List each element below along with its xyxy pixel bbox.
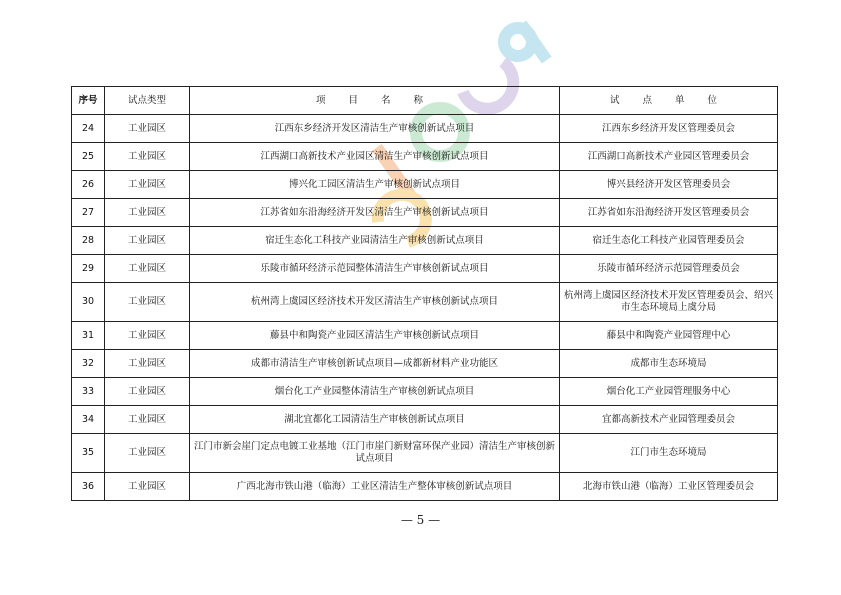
cell-pilot-unit: 江西湖口高新技术产业园区管理委员会 xyxy=(560,143,778,171)
table-row xyxy=(72,199,778,227)
table-row xyxy=(72,406,778,434)
cell-seq: 35 xyxy=(72,434,105,473)
header-type: 试点类型 xyxy=(105,87,190,115)
cell-project-name: 博兴化工园区清洁生产审核创新试点项目 xyxy=(190,171,560,199)
table-row xyxy=(72,283,778,322)
cell-pilot-unit: 江苏省如东沿海经济开发区管理委员会 xyxy=(560,199,778,227)
table-row xyxy=(72,255,778,283)
cell-pilot-unit: 江西东乡经济开发区管理委员会 xyxy=(560,115,778,143)
cell-seq: 36 xyxy=(72,473,105,501)
header-pilot-unit: 试 点 单 位 xyxy=(560,87,778,115)
table-row xyxy=(72,143,778,171)
cell-project-name: 烟台化工产业园整体清洁生产审核创新试点项目 xyxy=(190,378,560,406)
cell-seq: 24 xyxy=(72,115,105,143)
cell-type: 工业园区 xyxy=(105,227,190,255)
cell-pilot-unit: 江门市生态环境局 xyxy=(560,434,778,473)
cell-project-name: 乐陵市循环经济示范园整体清洁生产审核创新试点项目 xyxy=(190,255,560,283)
cell-pilot-unit: 成都市生态环境局 xyxy=(560,350,778,378)
table-row xyxy=(72,434,778,473)
cell-type: 工业园区 xyxy=(105,473,190,501)
cell-seq: 33 xyxy=(72,378,105,406)
cell-project-name: 杭州湾上虞园区经济技术开发区清洁生产审核创新试点项目 xyxy=(190,283,560,322)
table-row xyxy=(72,322,778,350)
header-seq: 序号 xyxy=(72,87,105,115)
cell-seq: 34 xyxy=(72,406,105,434)
cell-seq: 28 xyxy=(72,227,105,255)
cell-pilot-unit: 北海市铁山港（临海）工业区管理委员会 xyxy=(560,473,778,501)
pilot-project-table xyxy=(71,86,778,501)
cell-pilot-unit: 藤县中和陶瓷产业园管理中心 xyxy=(560,322,778,350)
cell-pilot-unit: 博兴县经济开发区管理委员会 xyxy=(560,171,778,199)
cell-type: 工业园区 xyxy=(105,171,190,199)
cell-project-name: 湖北宜都化工园清洁生产审核创新试点项目 xyxy=(190,406,560,434)
cell-seq: 29 xyxy=(72,255,105,283)
cell-pilot-unit: 烟台化工产业园管理服务中心 xyxy=(560,378,778,406)
cell-type: 工业园区 xyxy=(105,199,190,227)
table-row xyxy=(72,350,778,378)
cell-type: 工业园区 xyxy=(105,255,190,283)
cell-pilot-unit: 宜都高新技术产业园管理委员会 xyxy=(560,406,778,434)
cell-project-name: 广西北海市铁山港（临海）工业区清洁生产整体审核创新试点项目 xyxy=(190,473,560,501)
cell-type: 工业园区 xyxy=(105,143,190,171)
cell-type: 工业园区 xyxy=(105,350,190,378)
cell-seq: 26 xyxy=(72,171,105,199)
cell-seq: 30 xyxy=(72,283,105,322)
cell-pilot-unit: 杭州湾上虞园区经济技术开发区管理委员会、绍兴市生态环境局上虞分局 xyxy=(560,283,778,322)
table-row xyxy=(72,473,778,501)
cell-seq: 25 xyxy=(72,143,105,171)
cell-seq: 31 xyxy=(72,322,105,350)
page-number: — 5 — xyxy=(400,513,441,527)
cell-project-name: 江门市新会崖门定点电镀工业基地（江门市崖门新财富环保产业园）清洁生产审核创新试点项目 xyxy=(190,434,560,473)
table-row xyxy=(72,227,778,255)
cell-project-name: 宿迁生态化工科技产业园清洁生产审核创新试点项目 xyxy=(190,227,560,255)
cell-type: 工业园区 xyxy=(105,406,190,434)
table-row xyxy=(72,171,778,199)
cell-seq: 32 xyxy=(72,350,105,378)
cell-seq: 27 xyxy=(72,199,105,227)
cell-type: 工业园区 xyxy=(105,434,190,473)
cell-project-name: 江苏省如东沿海经济开发区清洁生产审核创新试点项目 xyxy=(190,199,560,227)
cell-project-name: 江西东乡经济开发区清洁生产审核创新试点项目 xyxy=(190,115,560,143)
cell-pilot-unit: 宿迁生态化工科技产业园管理委员会 xyxy=(560,227,778,255)
header-project-name: 项 目 名 称 xyxy=(190,87,560,115)
cell-type: 工业园区 xyxy=(105,322,190,350)
cell-project-name: 成都市清洁生产审核创新试点项目—成都新材料产业功能区 xyxy=(190,350,560,378)
cell-project-name: 江西湖口高新技术产业园区清洁生产审核创新试点项目 xyxy=(190,143,560,171)
cell-project-name: 藤县中和陶瓷产业园区清洁生产审核创新试点项目 xyxy=(190,322,560,350)
cell-pilot-unit: 乐陵市循环经济示范园管理委员会 xyxy=(560,255,778,283)
cell-type: 工业园区 xyxy=(105,378,190,406)
table-header-row xyxy=(72,87,778,115)
table-row xyxy=(72,115,778,143)
cell-type: 工业园区 xyxy=(105,283,190,322)
table-row xyxy=(72,378,778,406)
cell-type: 工业园区 xyxy=(105,115,190,143)
